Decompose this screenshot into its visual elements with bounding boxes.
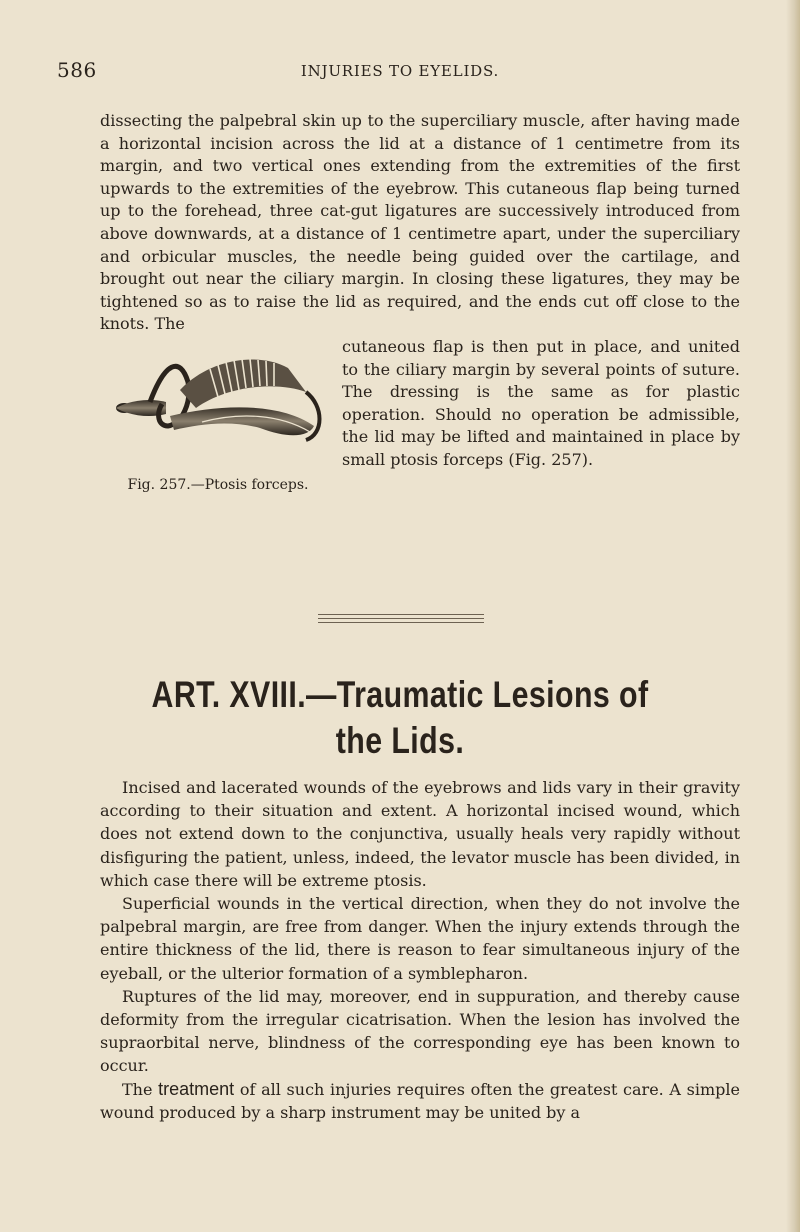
section-divider (318, 614, 484, 626)
top-paragraph (100, 110, 740, 504)
figure-257 (100, 336, 328, 504)
divider-line (318, 622, 484, 623)
paragraph-1: Incised and lacerated wounds of the eyebrows and lids vary in their gravity according to their situation and extent. A horizontal incised wound, which does not extend down to the conjunctiva, usually heals very rapidly without disfiguring the patient, unless, indeed, the levator muscle has been divided, in which case there will be extreme ptosis. (100, 778, 740, 890)
divider-line (318, 618, 484, 619)
figure-caption: Fig. 257.—Ptosis forceps. (127, 476, 309, 493)
paragraph-2: Superficial wounds in the vertical direction, when they do not involve the palpebral margin, are free from danger. When the injury extends through the entire thickness of the lid, there is reason to fear simultaneous injury of the eyeball, or the ulterior formation of a symblepharon. (100, 894, 740, 983)
section-body (100, 776, 740, 1124)
section-heading-line-1: ART. XVIII.—Traumatic Lesions of (151, 674, 649, 715)
page-edge-shadow (786, 0, 800, 1232)
section-heading (72, 672, 728, 764)
section-heading-line-2: the Lids. (335, 720, 465, 761)
paragraph-4-rest: of all such injuries requires often the greatest care. A simple wound produced by a sharp instrument may be united by a (100, 1079, 740, 1122)
paragraph-text-upper: dissecting the palpebral skin up to the superciliary muscle, after having made a horizontal incision across the lid at a distance of 1 centimetre from its margin, and two vertical ones extending from the extremities of the first upwards to the extremities of the eyebrow. This cutaneous flap being turned up to the forehead, three cat-gut ligatures are successively introduced from above downwards, at a distance of 1 centimetre apart, under the superciliary and orbicular muscles, the needle being guided over the cartilage, and brought out near the ciliary margin. In closing these ligatures, they may be tightened so as to raise the lid as required, and the ends cut off close to the knots. The (100, 111, 740, 334)
page-number: 586 (57, 58, 97, 82)
divider-line (318, 614, 484, 615)
paragraph-4-lead: The (122, 1079, 153, 1099)
treatment-keyword: treatment (158, 1078, 235, 1099)
paragraph-3: Ruptures of the lid may, moreover, end in suppuration, and thereby cause deformity from the irregular cicatrisation. When the lesion has involved the supraorbital nerve, blindness of the corresponding eye has been known to occur. (100, 986, 740, 1076)
ptosis-forceps-illustration (110, 342, 324, 474)
paragraph-text-beside-figure: cutaneous flap is then put in place, and united to the ciliary margin by several points of suture. The dressing is the same as for plastic operation. Should no operation be admissible, the lid may be lifted and maintained in place by small ptosis forceps (Fig. 257). (342, 336, 740, 469)
running-title: INJURIES TO EYELIDS. (300, 62, 500, 80)
paragraph-4 (100, 1078, 740, 1124)
